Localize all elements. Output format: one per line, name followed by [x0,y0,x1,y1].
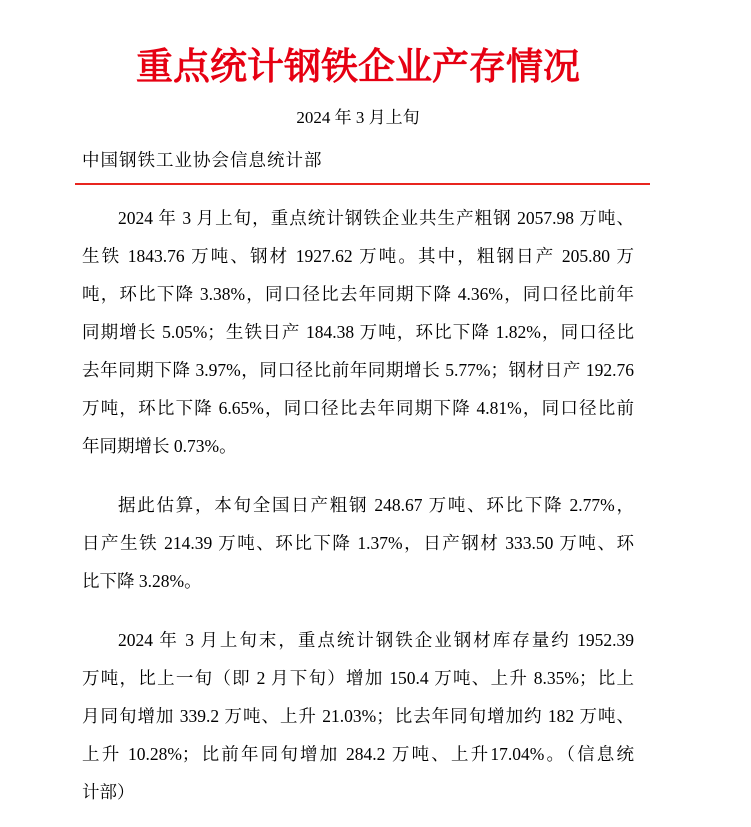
paragraph-line: 上升 10.28%；比前年同旬增加 284.2 万吨、上升17.04%。（信息统 [82,744,634,764]
paragraph-line: 年同期增长 0.73%。 [82,436,237,456]
paragraph-line: 月同旬增加 339.2 万吨、上升 21.03%；比去年同旬增加约 182 万吨、 [82,706,634,726]
report-body [82,199,634,811]
paragraph-line: 日产生铁 214.39 万吨、环比下降 1.37%，日产钢材 333.50 万吨、环 [82,533,634,553]
paragraph-line: 计部） [82,782,135,802]
document-title: 重点统计钢铁企业产存情况 [136,47,580,88]
red-divider-line [75,183,650,185]
paragraph-line: 万吨，比上一旬（即 2 月下旬）增加 150.4 万吨、上升 8.35%；比上 [82,668,634,688]
paragraph-line: 生铁 1843.76 万吨、钢材 1927.62 万吨。其中，粗钢日产 205.80 万 [82,246,634,266]
estimate-paragraph [82,486,634,600]
paragraph-line: 2024 年 3 月上旬，重点统计钢铁企业共生产粗钢 2057.98 万吨、 [118,208,634,228]
inventory-paragraph [82,621,634,811]
report-period: 2024 年 3 月上旬 [296,108,420,127]
paragraph-line: 万吨，环比下降 6.65%，同口径比去年同期下降 4.81%，同口径比前 [82,398,634,418]
paragraph-line: 比下降 3.28%。 [82,571,202,591]
paragraph-line: 2024 年 3 月上旬末，重点统计钢铁企业钢材库存量约 1952.39 [118,630,634,650]
paragraph-line: 吨，环比下降 3.38%，同口径比去年同期下降 4.36%，同口径比前年 [82,284,634,304]
production-paragraph [82,199,634,465]
paragraph-line: 据此估算，本旬全国日产粗钢 248.67 万吨、环比下降 2.77%， [118,495,634,515]
paragraph-line: 同期增长 5.05%；生铁日产 184.38 万吨，环比下降 1.82%，同口径比 [82,322,634,342]
paragraph-line: 去年同期下降 3.97%，同口径比前年同期增长 5.77%；钢材日产 192.76 [82,360,634,380]
issuing-department: 中国钢铁工业协会信息统计部 [82,150,323,170]
